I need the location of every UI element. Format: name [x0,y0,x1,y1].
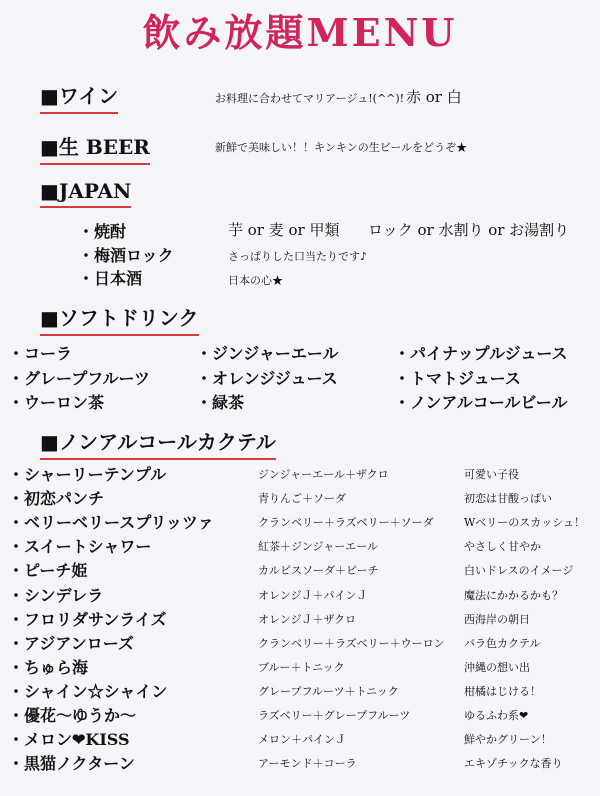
soft-item: ・グレープフルーツ [8,369,150,388]
cocktail-name: ・シャイン☆シャイン [8,682,168,701]
cocktail-ingredients: メロン＋パインＪ [258,733,346,746]
cocktail-ingredients: グレープフルーツ＋トニック [258,685,399,698]
cocktail-description: やさしく甘やか [464,540,541,553]
soft-heading: ■ソフトドリンク [40,302,199,336]
japan-heading: ■JAPAN [40,179,131,208]
soft-item: ・コーラ [8,344,73,363]
cocktail-description: 魔法にかかるかも？ [464,589,563,602]
cocktail-ingredients: ブルー＋トニック [258,661,345,674]
cocktail-description: Wベリーのスカッシュ！ [464,516,585,529]
cocktail-heading: ■ノンアルコールカクテル [40,426,276,460]
cocktail-name: ・アジアンローズ [8,634,134,653]
cocktail-name: ・メロン❤KISS [8,730,130,749]
cocktail-name: ・フロリダサンライズ [8,610,167,629]
cocktail-name: ・シャーリーテンプル [8,465,167,484]
cocktail-name: ・スイートシャワー [8,537,152,556]
wine-note: お料理に合わせてマリアージュ!(^^)! [215,92,405,105]
cocktail-ingredients: ラズベリー＋グレープフルーツ [258,709,411,722]
menu-title: 飲み放題MENU [142,10,458,55]
cocktail-ingredients: カルピスソーダ＋ピーチ [258,564,379,577]
japan-item-detail2: ロック or 水割り or お湯割り [368,221,570,239]
cocktail-ingredients: オレンジＪ＋ザクロ [258,613,357,626]
cocktail-description: 沖縄の想い出 [464,661,530,674]
cocktail-description: 西海岸の朝日 [464,613,530,626]
soft-item: ・オレンジジュース [196,369,338,388]
japan-item-name: ・日本酒 [78,269,143,288]
soft-item: ・緑茶 [196,393,245,412]
cocktail-description: バラ色カクテル [464,637,541,650]
cocktail-ingredients: クランベリー＋ラズベリー＋ソーダ [258,516,434,529]
cocktail-name: ・ピーチ姫 [8,561,88,580]
cocktail-description: 白いドレスのイメージ [464,564,574,577]
cocktail-description: エキゾチックな香り [464,757,563,770]
cocktail-description: 柑橘はじける！ [464,685,541,698]
cocktail-description: 可愛い子役 [464,468,519,481]
wine-types: 赤 or 白 [406,88,462,106]
beer-note: 新鮮で美味しい！！キンキンの生ビールをどうぞ★ [215,141,468,154]
japan-item-detail: 芋 or 麦 or 甲類 [228,221,340,239]
soft-item: ・ノンアルコールビール [394,393,568,412]
soft-item: ・ウーロン茶 [8,393,105,412]
wine-heading: ■ワイン [40,80,118,114]
cocktail-name: ・ちゅら海 [8,658,89,677]
soft-item: ・ジンジャーエール [196,344,339,363]
cocktail-description: ゆるふわ系❤ [464,709,529,722]
cocktail-description: 初恋は甘酸っぱい [464,492,552,505]
cocktail-name: ・ベリーベリースプリッツァ [8,513,214,532]
cocktail-name: ・シンデレラ [8,586,104,605]
cocktail-description: 鮮やかグリーン！ [464,733,552,746]
cocktail-ingredients: アーモンド＋コーラ [258,757,357,770]
cocktail-ingredients: オレンジＪ＋パインＪ [258,589,368,602]
japan-item-detail: 日本の心★ [228,274,283,287]
japan-item-name: ・焼酎 [78,222,127,241]
cocktail-name: ・初恋パンチ [8,489,105,508]
japan-item-detail: さっぱりした口当たりです♪ [228,250,368,263]
cocktail-name: ・優花～ゆうか～ [8,706,137,725]
japan-item-name: ・梅酒ロック [78,246,174,265]
beer-heading: ■生 BEER [40,131,150,165]
soft-item: ・トマトジュース [394,369,521,388]
cocktail-ingredients: 紅茶＋ジンジャーエール [258,540,379,553]
cocktail-ingredients: ジンジャーエール＋ザクロ [258,468,389,481]
soft-item: ・パイナップルジュース [394,344,568,363]
cocktail-ingredients: クランベリー＋ラズベリー＋ウーロン [258,637,445,650]
cocktail-name: ・黒猫ノクターン [8,754,135,773]
cocktail-ingredients: 青りんご＋ソーダ [258,492,346,505]
